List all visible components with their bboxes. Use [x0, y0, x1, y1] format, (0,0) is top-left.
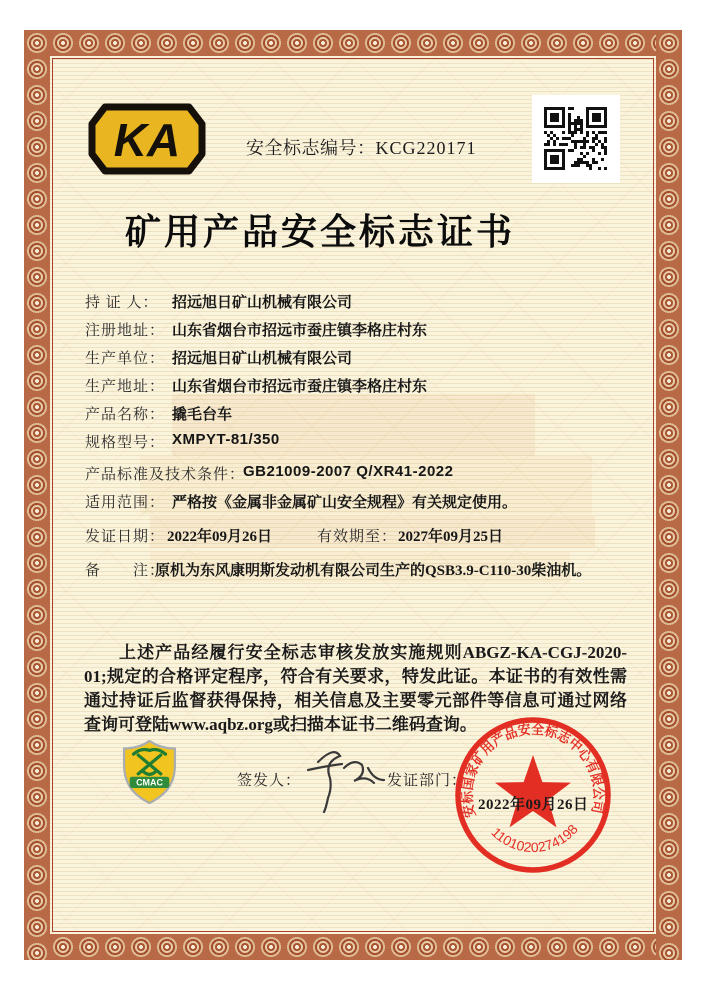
ornate-border-left	[24, 30, 50, 960]
field-label-product-name: 产品名称：	[85, 407, 166, 423]
valid-until-label: 有效期至：	[317, 529, 398, 545]
field-value-scope: 严格按《金属非金属矿山安全规程》有关规定使用。	[172, 495, 518, 511]
stamp-date: 2022年09月26日	[478, 797, 589, 813]
cmac-banner-text: CMAC	[136, 777, 163, 788]
field-value-model: XMPYT-81/350	[172, 431, 280, 448]
certificate-title: 矿用产品安全标志证书	[124, 212, 515, 252]
ka-mining-safety-logo	[88, 103, 206, 180]
ornate-border-top	[24, 30, 682, 56]
field-value-manufacturer: 招远旭日矿山机械有限公司	[172, 351, 353, 367]
remark-value: 原机为东风康明斯发动机有限公司生产的QSB3.9-C110-30柴油机。	[155, 563, 592, 579]
stamp-ring-text: 安标国家矿用产品安全标志中心有限公司	[460, 722, 606, 819]
field-value-prod-address: 山东省烟台市招远市蚕庄镇李格庄村东	[172, 379, 428, 395]
field-label-standard: 产品标准及技术条件：	[85, 467, 246, 483]
field-value-product-name: 撬毛台车	[172, 407, 233, 423]
cmac-shield-badge	[121, 740, 178, 809]
field-label-holder: 持 证 人：	[85, 295, 159, 311]
serial-number-line	[246, 134, 477, 160]
issue-date-value: 2022年09月26日	[167, 529, 273, 545]
issuer-label: 发证部门：	[387, 773, 468, 789]
stamp-number: 1101020274198	[488, 821, 581, 856]
ka-logo-text: KA	[113, 114, 181, 166]
remark-label: 备 注：	[85, 563, 166, 579]
serial-value: KCG220171	[375, 138, 477, 158]
svg-text:1101020274198	[488, 822, 580, 855]
field-label-scope: 适用范围：	[85, 495, 166, 511]
field-label-reg-address: 注册地址：	[85, 323, 166, 339]
signer-label: 签发人：	[237, 773, 302, 789]
field-label-prod-address: 生产地址：	[85, 379, 166, 395]
ornate-border-right	[656, 30, 682, 960]
qr-code	[532, 95, 620, 183]
issue-date-label: 发证日期：	[85, 529, 166, 545]
field-value-standard: GB21009-2007 Q/XR41-2022	[243, 463, 454, 480]
field-label-model: 规格型号：	[85, 435, 166, 451]
field-value-reg-address: 山东省烟台市招远市蚕庄镇李格庄村东	[172, 323, 428, 339]
signature-handwriting	[296, 734, 391, 824]
field-value-holder: 招远旭日矿山机械有限公司	[172, 295, 353, 311]
stamp-star-icon	[495, 755, 571, 827]
valid-until-value: 2027年09月25日	[398, 529, 504, 545]
field-label-manufacturer: 生产单位：	[85, 351, 166, 367]
ornate-border-bottom	[24, 934, 682, 960]
serial-label: 安全标志编号：	[246, 138, 376, 158]
certificate-statement: 上述产品经履行安全标志审核发放实施规则ABGZ-KA-CGJ-2020-01;规定的合格评定程序，符合有关要求，特发此证。本证书的有效性需通过持证后监督获得保持，相关信息及主要零元部件等信息可通过网络查询可登陆www.aqbz.org或扫描本证书二维码查询。	[84, 643, 627, 735]
